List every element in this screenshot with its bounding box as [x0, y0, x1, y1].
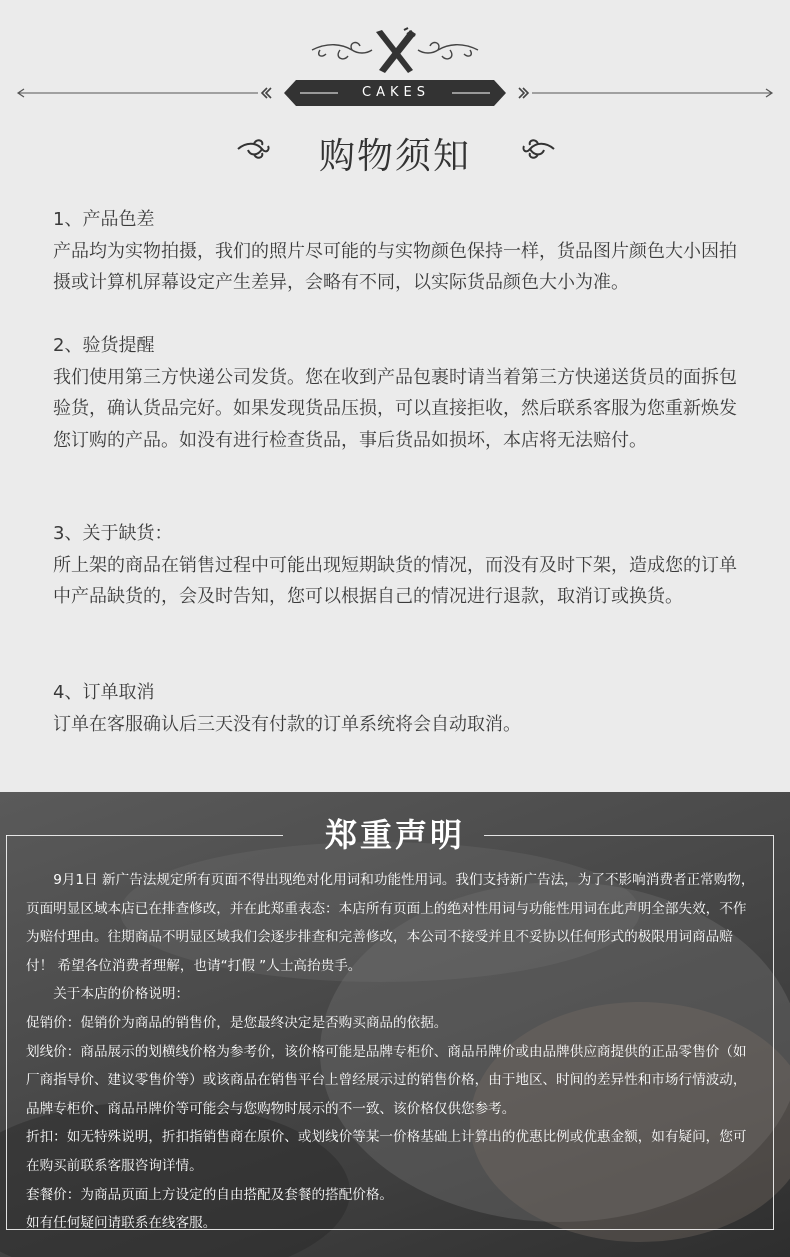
declaration-title: 郑重声明 [324, 816, 465, 854]
scroll-flourish-icon [418, 43, 478, 59]
section-heading: 1、产品色差 [53, 209, 155, 230]
section-body: 订单在客服确认后三天没有付款的订单系统将会自动取消。 [53, 713, 521, 735]
section-body: 所上架的商品在销售过程中可能出现短期缺货的情况，而没有及时下架，造成您的订单中产品缺货的，会及时告知，您可以根据自己的情况进行退款，取消订或换货。 [53, 554, 737, 607]
section-body: 我们使用第三方快递公司发货。您在收到产品包裹时请当着第三方快递送货员的面拆包验货，确认货品完好。如果发现货品压损，可以直接拒收，然后联系客服为您重新焕发您订购的产品。如没有进行检查货品，事后货品如损坏，本店将无法赔付。 [53, 366, 737, 451]
notice-section-inspection [53, 330, 753, 456]
notice-section-stockout [53, 518, 753, 613]
notice-section-color [53, 204, 753, 299]
scroll-flourish-icon [312, 43, 372, 59]
promo-price-note: 促销价：促销价为商品的销售价，是您最终决定是否购买商品的依据。 [26, 1014, 448, 1031]
notice-section-cancel [53, 677, 753, 740]
section-heading: 3、关于缺货： [53, 523, 173, 544]
cakes-label: CAKES [362, 85, 430, 100]
declaration-panel [0, 792, 790, 1257]
declaration-paragraph: 9月1日 新广告法规定所有页面不得出现绝对化用词和功能性用词。我们支持新广告法，为了不影响消费者正常购物，页面明显区域本店已在排查修改，并在此郑重表态：本店所有页面上的绝对性用词与功能性用词在此声明全部失效，不作为赔付理由。往期商品不明显区域我们会逐步排查和完善修改，本公司不接受并且不妥协以任何形式的极限用词商品赔付！ 希望各位消费者理解，也请“打假 ”人士高抬贵手。 [26, 872, 755, 974]
double-chevron-icon [262, 88, 271, 98]
section-heading: 4、订单取消 [53, 682, 155, 703]
declaration-text [26, 866, 756, 1238]
strike-price-note: 划线价：商品展示的划横线价格为参考价，该价格可能是品牌专柜价、商品吊牌价或由品牌供应商提供的正品零售价（如厂商指导价、建议零售价等）或该商品在销售平台上曾经展示过的销售价格，由于地区、时间的差异性和市场行情波动，品牌专柜价、商品吊牌价等可能会与您购物时展示的不一致、该价格仅供您参考。 [26, 1043, 747, 1117]
fork-knife-icon [376, 28, 416, 73]
bundle-price-note: 套餐价：为商品页面上方设定的自由搭配及套餐的搭配价格。 [26, 1186, 394, 1203]
price-explanation-heading: 关于本店的价格说明： [53, 986, 190, 1003]
discount-note: 折扣：如无特殊说明，折扣指销售商在原价、或划线价等某一价格基础上计算出的优惠比例或优惠金额，如有疑问，您可在购买前联系客服咨询详情。 [26, 1129, 747, 1174]
double-chevron-icon [519, 88, 528, 98]
contact-note: 如有任何疑问请联系在线客服。 [26, 1215, 217, 1232]
section-body: 产品均为实物拍摄，我们的照片尽可能的与实物颜色保持一样，货品图片颜色大小因拍摄或计算机屏幕设定产生差异，会略有不同，以实际货品颜色大小为准。 [53, 240, 737, 293]
scroll-flourish-icon [520, 136, 556, 162]
page-title: 购物须知 [318, 136, 471, 177]
section-heading: 2、验货提醒 [53, 335, 155, 356]
